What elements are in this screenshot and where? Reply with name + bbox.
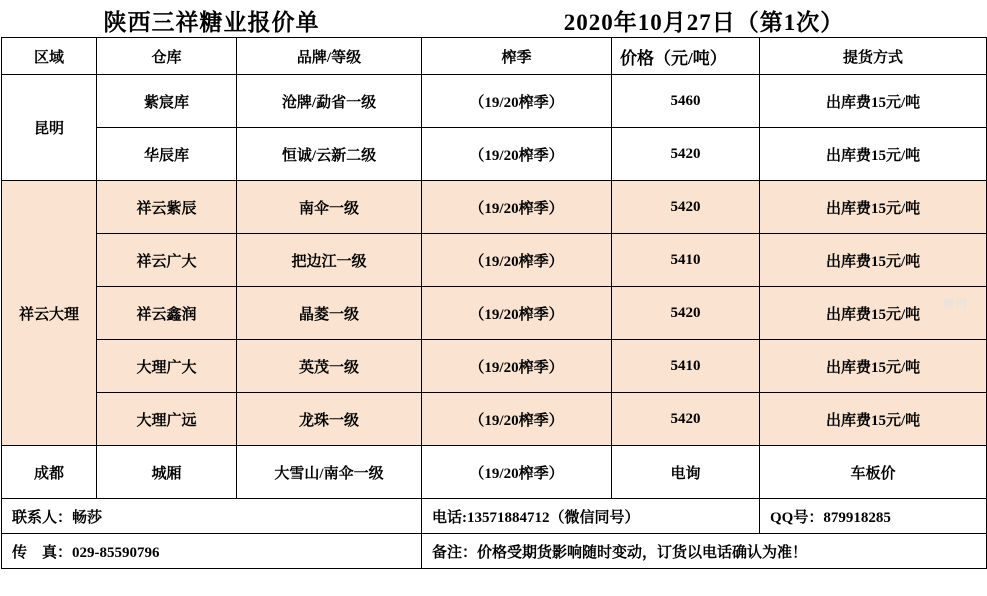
cell-price: 5410 [612,234,760,287]
cell-warehouse: 祥云广大 [97,234,237,287]
footer-contact: 联系人：畅莎 [2,499,422,534]
table-row [2,234,987,287]
column-header-region: 区域 [2,38,97,75]
cell-pickup: 出库费15元/吨 [760,128,987,181]
cell-brand-grade: 恒诚/云新二级 [237,128,422,181]
price-sheet [0,3,987,596]
cell-region: 成都 [2,446,97,499]
table-row [2,75,987,128]
cell-brand-grade: 晶菱一级 [237,287,422,340]
header-row [2,38,987,75]
cell-brand-grade: 把边江一级 [237,234,422,287]
column-header-warehouse: 仓库 [97,38,237,75]
footer-remark-row [2,534,987,569]
cell-region: 祥云大理 [2,181,97,446]
cell-warehouse: 紫宸库 [97,75,237,128]
cell-warehouse: 大理广远 [97,393,237,446]
cell-season: （19/20榨季） [422,340,612,393]
table-row [2,287,987,340]
cell-pickup: 车板价 [760,446,987,499]
table-row [2,181,987,234]
cell-price: 5420 [612,287,760,340]
cell-pickup: 出库费15元/吨 [760,75,987,128]
cell-season: （19/20榨季） [422,393,612,446]
cell-warehouse: 大理广大 [97,340,237,393]
column-header-brand-grade: 品牌/等级 [237,38,422,75]
footer-contact-row [2,499,987,534]
cell-brand-grade: 龙珠一级 [237,393,422,446]
cell-brand-grade: 南伞一级 [237,181,422,234]
cell-season: （19/20榨季） [422,287,612,340]
sheet-date: 2020年10月27日（第1次） [422,3,987,38]
column-header-pickup: 提货方式 [760,38,987,75]
cell-season: （19/20榨季） [422,446,612,499]
cell-brand-grade: 大雪山/南伞一级 [237,446,422,499]
cell-pickup: 出库费15元/吨 [760,287,987,340]
footer-remark: 备注：价格受期货影响随时变动，订货以电话确认为准！ [422,534,987,569]
cell-season: （19/20榨季） [422,75,612,128]
cell-warehouse: 祥云鑫润 [97,287,237,340]
table-row [2,128,987,181]
column-header-season: 榨季 [422,38,612,75]
sheet-title: 陕西三祥糖业报价单 [2,3,422,38]
table-row [2,393,987,446]
cell-region: 昆明 [2,75,97,181]
cell-brand-grade: 英茂一级 [237,340,422,393]
cell-season: （19/20榨季） [422,234,612,287]
cell-brand-grade: 沧牌/勐省一级 [237,75,422,128]
price-table [1,3,987,569]
footer-fax: 传 真：029-85590796 [2,534,422,569]
cell-pickup: 出库费15元/吨 [760,181,987,234]
cell-pickup: 出库费15元/吨 [760,340,987,393]
cell-pickup: 出库费15元/吨 [760,234,987,287]
title-row [2,3,987,38]
cell-warehouse: 华辰库 [97,128,237,181]
cell-warehouse: 城厢 [97,446,237,499]
cell-price: 5460 [612,75,760,128]
cell-price: 电询 [612,446,760,499]
cell-warehouse: 祥云紫辰 [97,181,237,234]
footer-qq: QQ号：879918285 [760,499,987,534]
cell-price: 5420 [612,393,760,446]
watermark: 糖网 [943,298,969,310]
cell-pickup: 出库费15元/吨 [760,393,987,446]
column-header-price: 价格（元/吨） [612,38,760,75]
cell-price: 5420 [612,128,760,181]
table-row [2,340,987,393]
footer-phone: 电话:13571884712（微信同号） [422,499,760,534]
cell-price: 5420 [612,181,760,234]
cell-season: （19/20榨季） [422,128,612,181]
cell-price: 5410 [612,340,760,393]
cell-season: （19/20榨季） [422,181,612,234]
table-row [2,446,987,499]
